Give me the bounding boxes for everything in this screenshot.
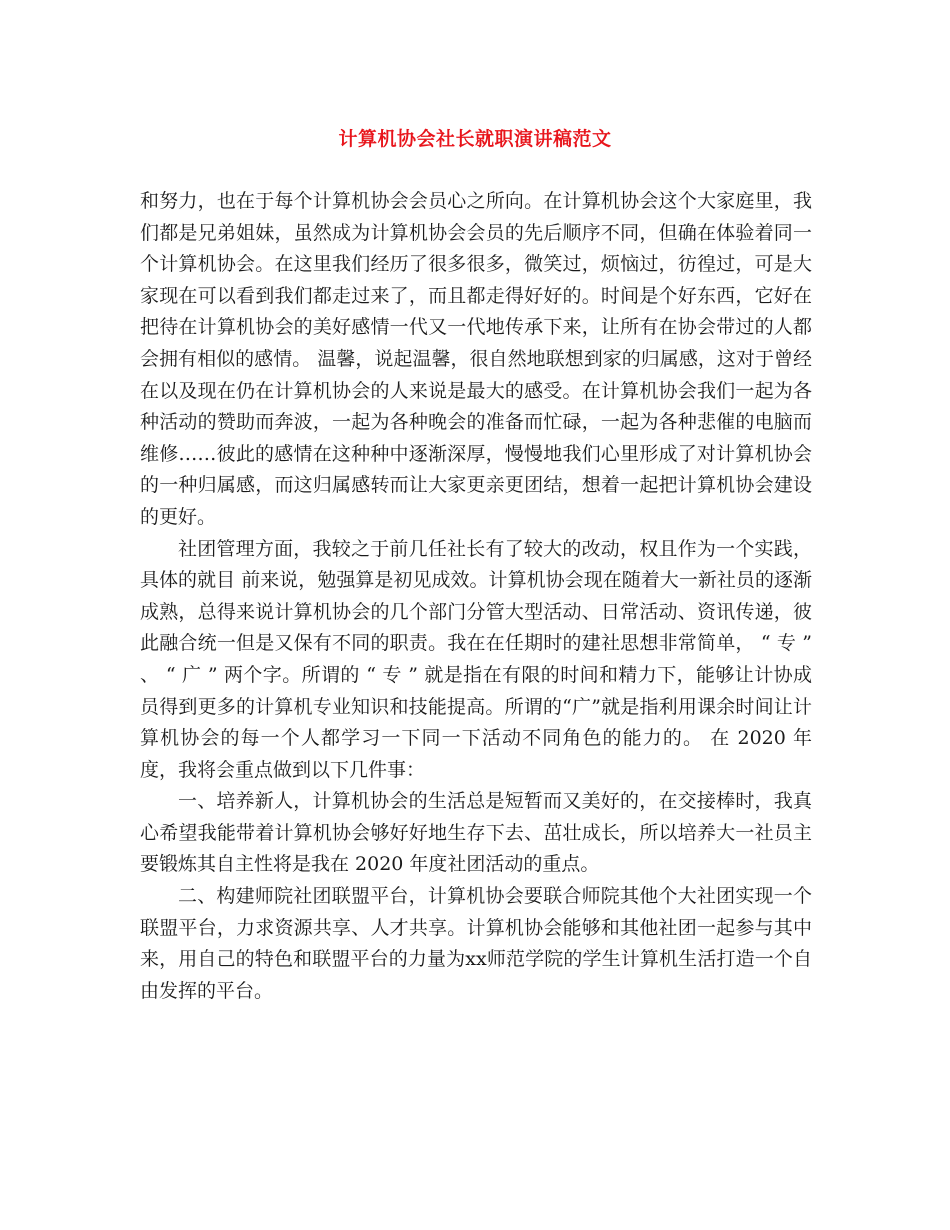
paragraph-3: 一、培养新人，计算机协会的生活总是短暂而又美好的，在交接棒时，我真心希望我能带着计算机协会够好好地生存下去、茁壮成长，所以培养大一社员主要锻炼其自主性将是我在 2020 年度社团活动的重点。	[140, 790, 812, 876]
paragraph-4: 二、构建师院社团联盟平台，计算机协会要联合师院其他个大社团实现一个联盟平台，力求资源共享、人才共享。计算机协会能够和其他社团一起参与其中来，用自己的特色和联盟平台的力量为xx师范学院的学生计算机生活打造一个自由发挥的平台。	[140, 885, 812, 1002]
document-body	[140, 186, 812, 1007]
document-title: 计算机协会社长就职演讲稿范文	[338, 128, 612, 150]
paragraph-2: 社团管理方面，我较之于前几任社长有了较大的改动，权且作为一个实践，具体的就目 前来说，勉强算是初见成效。计算机协会现在随着大一新社员的逐渐成熟，总得来说计算机协会的几个部门分管大型活动、日常活动、资讯传递，彼此融合统一但是又保有不同的职责。我在在任期时的建社思想非常简单， “ 专 ” 、 “ 广 ” 两个字。所谓的 “ 专 ” 就是指在有限的时间和精力下，能够让计协成员得到更多的计算机专业知识和技能提高。所谓的“广”就是指利用课余时间让计算机协会的每一个人都学习一下同一下活动不同角色的能力的。 在 2020 年度，我将会重点做到以下几件事：	[140, 537, 812, 781]
paragraph-1: 和努力，也在于每个计算机协会会员心之所向。在计算机协会这个大家庭里，我们都是兄弟姐妹，虽然成为计算机协会会员的先后顺序不同，但确在体验着同一个计算机协会。在这里我们经历了很多很多，微笑过，烦恼过，彷徨过，可是大家现在可以看到我们都走过来了，而且都走得好好的。时间是个好东西，它好在把待在计算机协会的美好感情一代又一代地传承下来，让所有在协会带过的人都会拥有相似的感情。 温馨，说起温馨，很自然地联想到家的归属感，这对于曾经在以及现在仍在计算机协会的人来说是最大的感受。在计算机协会我们一起为各种活动的赞助而奔波，一起为各种晚会的准备而忙碌，一起为各种悲催的电脑而维修……彼此的感情在这种种中逐渐深厚，慢慢地我们心里形成了对计算机协会的一种归属感，而这归属感转而让大家更亲更团结，想着一起把计算机协会建设的更好。	[140, 190, 812, 528]
